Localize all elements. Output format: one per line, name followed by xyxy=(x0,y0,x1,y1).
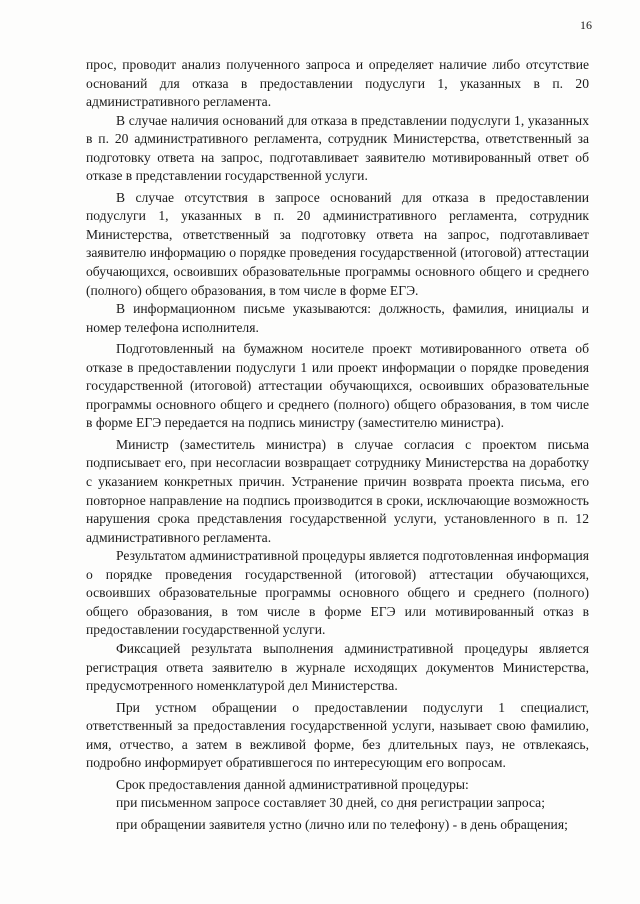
paragraph-6: Министр (заместитель министра) в случае согласия с проектом письма подписывает его, при несогласии возвращает сотруднику Министерства на доработку с указанием конкретных причин. Устранение причин возврата проекта письма, его повторное направление на подпись производится в сроки, исключающие возможность нарушения срока представления государственной услуги, установленного в п. 12 административного регламента. xyxy=(86,436,589,545)
paragraph-10: Срок предоставления данной административной процедуры: xyxy=(116,776,469,792)
paragraph-2: В случае наличия оснований для отказа в представлении подуслуги 1, указанных в п. 20 административного регламента, сотрудник Министерства, ответственный за подготовку ответа на запрос, подготавливает заявителю мотивированный ответ об отказе в представлении государственной услуги. xyxy=(86,112,589,184)
paragraph-12: при обращении заявителя устно (лично или по телефону) - в день обращения; xyxy=(116,816,568,832)
paragraph-11: при письменном запросе составляет 30 дней, со дня регистрации запроса; xyxy=(116,795,545,811)
document-body xyxy=(86,56,589,834)
page-number: 16 xyxy=(580,18,592,32)
paragraph-3: В случае отсутствия в запросе оснований для отказа в предоставлении подуслуги 1, указанных в п. 20 административного регламента, сотрудник Министерства, ответственный за подготовку ответа на запрос, подготавливает заявителю информацию о порядке проведения государственной (итоговой) аттестации обучающихся, освоивших образовательные программы основного общего и среднего (полного) общего образования, в том числе в форме ЕГЭ. xyxy=(86,189,589,298)
paragraph-5: Подготовленный на бумажном носителе проект мотивированного ответа об отказе в предоставлении подуслуги 1 или проект информации о порядке проведения государственной (итоговой) аттестации обучающихся, освоивших образовательные программы основного общего и среднего (полного) общего образования, в том числе в форме ЕГЭ передается на подпись министру (заместителю министра). xyxy=(86,341,589,431)
paragraph-7: Результатом административной процедуры является подготовленная информация о порядке проведения государственной (итоговой) аттестации обучающихся, освоивших образовательные программы основного общего и среднего (полного) общего образования, в том числе в форме ЕГЭ или мотивированный отказ в предоставлении государственной услуги. xyxy=(86,548,589,638)
paragraph-8: Фиксацией результата выполнения административной процедуры является регистрация ответа заявителю в журнале исходящих документов Министерства, предусмотренного номенклатурой дел Министерства. xyxy=(86,640,589,694)
paragraph-4: В информационном письме указываются: должность, фамилия, инициалы и номер телефона исполнителя. xyxy=(86,301,589,335)
paragraph-9: При устном обращении о предоставлении подуслуги 1 специалист, ответственный за предоставления государственной услуги, называет свою фамилию, имя, отчество, а затем в вежливой форме, без длительных пауз, не отвлекаясь, подробно информирует обратившегося по интересующим его вопросам. xyxy=(86,699,589,771)
paragraph-1: прос, проводит анализ полученного запроса и определяет наличие либо отсутствие оснований для отказа в предоставлении подуслуги 1, указанных в п. 20 административного регламента. xyxy=(86,57,589,110)
